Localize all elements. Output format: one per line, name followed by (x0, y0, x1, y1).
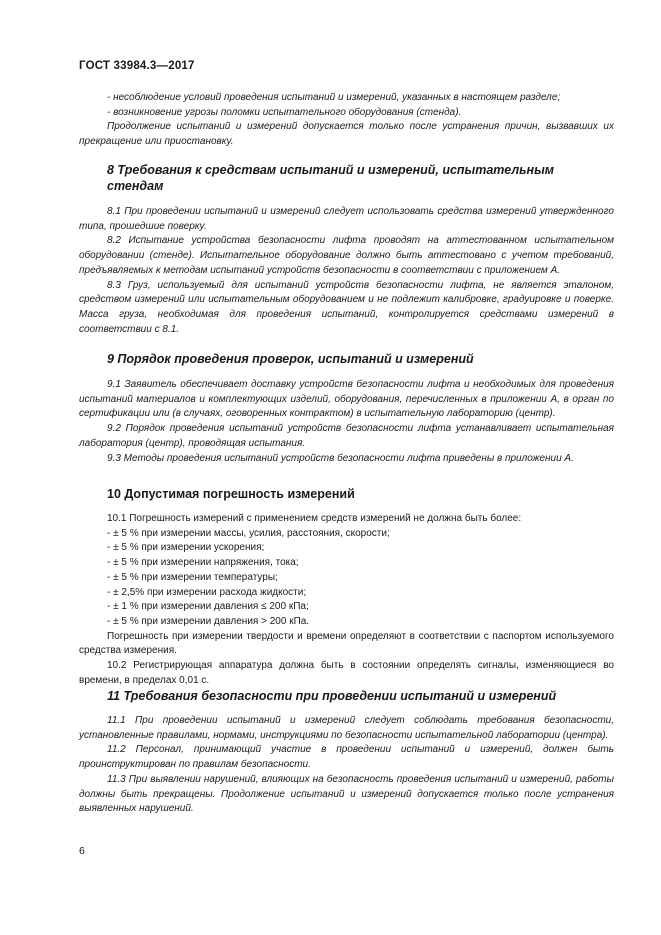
section-11-heading: 11 Требования безопасности при проведении испытаний и измерений (107, 689, 557, 703)
standard-code: ГОСТ 33984.3—2017 (79, 60, 195, 72)
intro-continuation: Продолжение испытаний и измерений допускается только после устранения причин, вызвавших их прекращение или приостановку. (79, 121, 614, 148)
section-8-heading: 8 Требования к средствам испытаний и измерений, испытательным стендам (107, 163, 555, 193)
section-9-heading: 9 Порядок проведения проверок, испытаний и измерений (107, 352, 474, 366)
section-10-body (79, 512, 614, 688)
paragraph: 11.1 При проведении испытаний и измерений следует соблюдать требования безопасности, установленные правилами, нормами, инструкциями по безопасности испытательной лаборатории (центра). (79, 715, 614, 741)
paragraph: 10.2 Регистрирующая аппаратура должна быть в состоянии определять сигналы, изменяющиеся во времени, в пределах 0,01 с. (79, 660, 614, 686)
section-9-body (79, 378, 614, 466)
paragraph: 9.2 Порядок проведения испытаний устройств безопасности лифта устанавливает испытательная лаборатория (центр), проводящая испытания. (79, 423, 614, 449)
list-item: - ± 5 % при измерении давления > 200 кПа. (107, 615, 310, 627)
section-8-body (79, 205, 614, 337)
list-item: - ± 2,5% при измерении расхода жидкости; (107, 586, 307, 598)
paragraph: 11.3 При выявлении нарушений, влияющих на безопасность проведения испытаний и измерений, работы должны быть прекращены. Продолжение испытаний и измерений допускается только после устранения выявленных нарушений. (79, 773, 614, 815)
page-number: 6 (79, 845, 85, 857)
list-item: - ± 1 % при измерении давления ≤ 200 кПа; (107, 601, 309, 613)
list-item: - ± 5 % при измерении напряжения, тока; (107, 557, 299, 569)
paragraph: Погрешность при измерении твердости и времени определяют в соответствии с паспортом используемого средства измерения. (79, 630, 614, 657)
list-item: - ± 5 % при измерении массы, усилия, расстояния, скорости; (107, 527, 390, 539)
intro-bullet: - несоблюдение условий проведения испытаний и измерений, указанных в настоящем разделе; (107, 92, 561, 103)
paragraph: 8.2 Испытание устройства безопасности лифта проводят на аттестованном испытательном оборудовании (стенде). Испытательное оборудование должно быть аттестовано с учетом требований, предъявляемых к методам испытаний устройств безопасности в соответствии с приложением А. (79, 235, 614, 276)
paragraph: 9.1 Заявитель обеспечивает доставку устройств безопасности лифта и необходимых для проведения испытаний материалов и комплектующих изделий, оборудования, перечисленных в приложении А, в орган по сертификации или (в случаях, оговоренных контрактом) в испытательную лабораторию (центр). (79, 379, 614, 420)
intro-bullet: - возникновение угрозы поломки испытательного оборудования (стенда). (107, 106, 462, 118)
list-item: - ± 5 % при измерении ускорения; (107, 542, 265, 554)
list-item: - ± 5 % при измерении температуры; (107, 571, 278, 583)
lead-paragraph: 10.1 Погрешность измерений с применением средств измерений не должна быть более: (107, 513, 522, 524)
paragraph: 8.1 При проведении испытаний и измерений следует использовать средства измерений утвержденного типа, прошедшие поверку. (79, 206, 614, 232)
paragraph: 9.3 Методы проведения испытаний устройств безопасности лифта приведены в приложении А. (107, 452, 574, 464)
section-10-heading: 10 Допустимая погрешность измерений (107, 487, 355, 501)
paragraph: 8.3 Груз, используемый для испытаний устройств безопасности лифта, не является эталоном, средством измерений или испытательным оборудованием и не подлежит калибровке, градуировке и поверке. Масса груза, необходимая для проведения испытаний, контролируется средствами измерений в соответствии с 8.1. (79, 279, 614, 335)
section-11-body (79, 714, 614, 817)
paragraph: 11.2 Персонал, принимающий участие в проведении испытаний и измерений, должен быть проинструктирован по правилам безопасности. (79, 744, 614, 771)
intro-block (79, 91, 614, 150)
